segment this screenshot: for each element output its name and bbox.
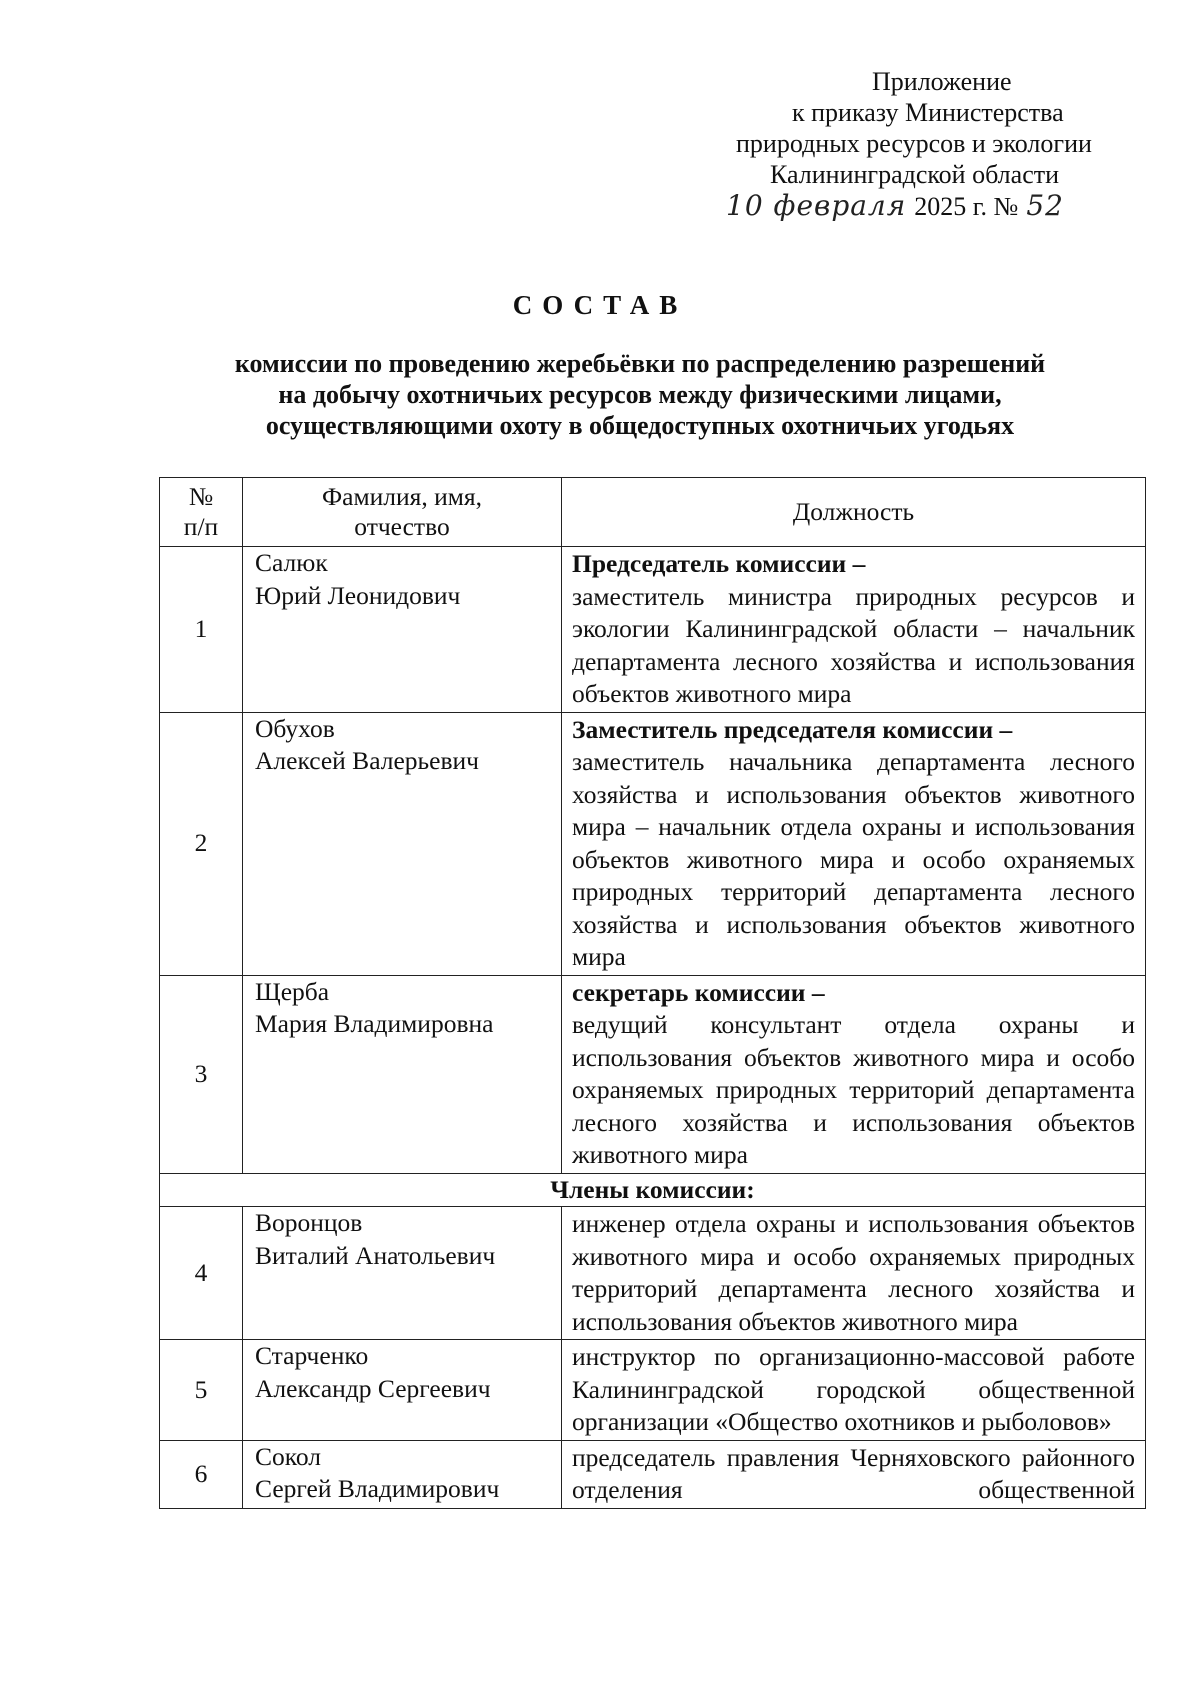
member-name	[243, 1440, 562, 1508]
member-position	[562, 1340, 1146, 1441]
member-role: секретарь комиссии –	[572, 977, 825, 1007]
member-given-names: Александр Сергеевич	[255, 1373, 491, 1403]
document-title: СОСТАВ	[512, 290, 688, 320]
appendix-line-4: Калининградской области	[770, 160, 1060, 189]
header-name-line-1: Фамилия, имя,	[322, 482, 482, 511]
member-position	[562, 1440, 1146, 1508]
row-number: 2	[160, 712, 243, 975]
member-position	[562, 975, 1146, 1173]
member-position-text: ведущий консультант отдела охраны и использования объектов животного мира и особо охраняемых природных территорий департамента лесного хозяйства и использования объектов животного мира	[572, 1010, 1135, 1169]
member-role: Заместитель председателя комиссии –	[572, 714, 1013, 744]
member-position	[562, 712, 1146, 975]
appendix-block	[700, 66, 1120, 222]
member-position	[562, 547, 1146, 713]
member-position-text: инструктор по организационно-массовой работе Калининградской городской общественной организации «Общество охотников и рыболовов»	[572, 1342, 1135, 1436]
document-subtitle	[150, 348, 1130, 441]
table-row	[160, 1340, 1146, 1441]
row-number: 6	[160, 1440, 243, 1508]
member-given-names: Юрий Леонидович	[255, 580, 461, 610]
header-name-line-2: отчество	[354, 512, 450, 541]
handwritten-order-number: 52	[1026, 189, 1064, 222]
member-role: Председатель комиссии –	[572, 549, 866, 578]
table-row	[160, 1207, 1146, 1340]
header-num	[160, 478, 243, 547]
member-position	[562, 1207, 1146, 1340]
member-surname: Щерба	[255, 976, 330, 1006]
row-number: 4	[160, 1207, 243, 1340]
table-row	[160, 1440, 1146, 1508]
row-number: 1	[160, 547, 243, 713]
header-num-line-2: п/п	[183, 512, 219, 541]
row-number: 5	[160, 1340, 243, 1441]
header-num-line-1: №	[188, 482, 214, 511]
member-given-names: Виталий Анатольевич	[255, 1240, 496, 1270]
member-name	[243, 1340, 562, 1441]
members-section-row	[160, 1173, 1146, 1207]
member-surname: Воронцов	[255, 1208, 363, 1237]
member-name	[243, 1207, 562, 1340]
year-number-label: 2025 г. №	[914, 192, 1019, 221]
member-position-text: инженер отдела охраны и использования объектов животного мира и особо охраняемых природных территорий департамента лесного хозяйства и использования объектов животного мира	[572, 1209, 1135, 1336]
member-position-text: заместитель начальника департамента лесного хозяйства и использования объектов животного мира – начальник отдела охраны и использования объектов животного мира и особо охраняемых природных территорий департамента лесного хозяйства и использования объектов животного мира	[572, 747, 1135, 971]
members-heading: Члены комиссии:	[160, 1173, 1146, 1207]
commission-table	[159, 477, 1146, 1509]
member-name	[243, 712, 562, 975]
subtitle-line-2: на добычу охотничьих ресурсов между физическими лицами,	[278, 380, 1002, 409]
member-surname: Обухов	[255, 713, 335, 743]
member-name	[243, 547, 562, 713]
handwritten-date: 10 февраля	[726, 189, 907, 222]
appendix-line-1: Приложение	[872, 67, 1012, 96]
appendix-line-2: к приказу Министерства	[792, 98, 1064, 127]
member-given-names: Алексей Валерьевич	[255, 746, 479, 775]
member-position-text: председатель правления Черняховского районного отделения общественной	[572, 1442, 1135, 1504]
appendix-date-line	[700, 190, 1120, 222]
member-position-text: заместитель министра природных ресурсов и экологии Калининградской области – начальник департамента лесного хозяйства и использования объектов животного мира	[572, 581, 1135, 708]
appendix-line-3: природных ресурсов и экологии	[736, 129, 1092, 158]
subtitle-line-1: комиссии по проведению жеребьёвки по распределению разрешений	[234, 349, 1046, 378]
member-given-names: Мария Владимировна	[255, 1009, 494, 1038]
member-surname: Старченко	[255, 1341, 369, 1370]
row-number: 3	[160, 975, 243, 1173]
table-header-row	[160, 478, 1146, 547]
table-row	[160, 975, 1146, 1173]
header-name	[243, 478, 562, 547]
table-row	[160, 712, 1146, 975]
table-row	[160, 547, 1146, 713]
subtitle-line-3: осуществляющими охоту в общедоступных охотничьих угодьях	[265, 411, 1015, 440]
member-surname: Салюк	[255, 548, 328, 577]
member-given-names: Сергей Владимирович	[255, 1474, 500, 1503]
member-name	[243, 975, 562, 1173]
member-surname: Сокол	[255, 1441, 321, 1471]
header-position: Должность	[562, 478, 1146, 547]
